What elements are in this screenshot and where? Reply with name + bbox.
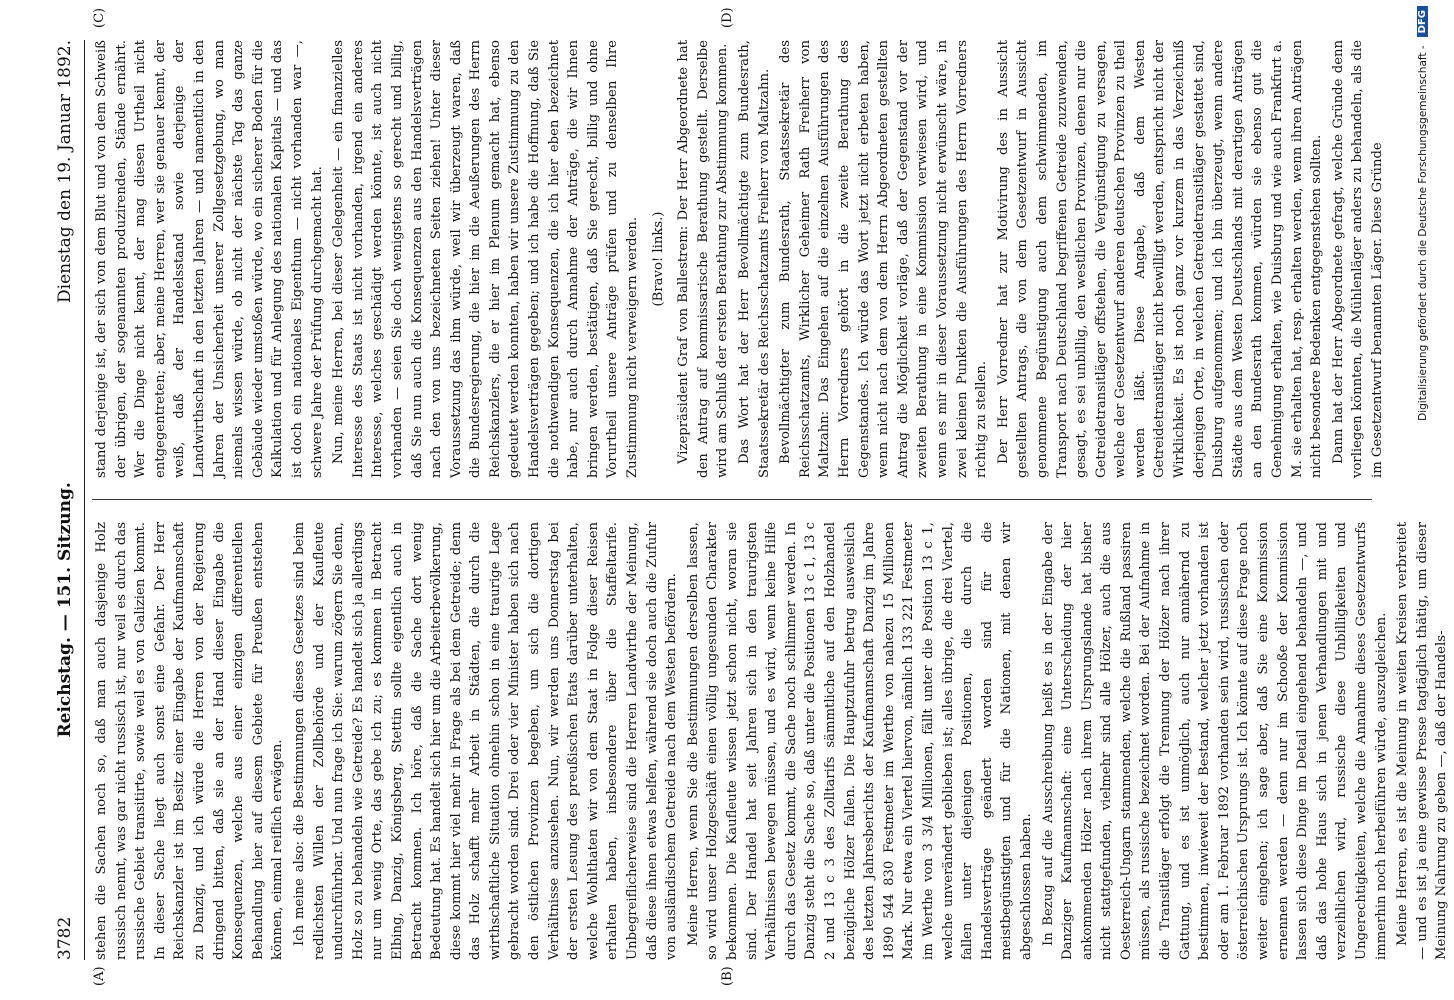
session-date: Dienstag den 19. Januar 1892. — [55, 40, 75, 303]
paragraph: Ich meine also: die Bestimmungen dieses Gesetzes sind beim redlichsten Willen der Zollbehörde und der Kaufleute undurchführbar. Und nun frage ich Sie: warum zögern Sie denn, Holz so zu behandeln wie Getreide? Es handelt sich ja allerdings nur um wenig Orte, das gebe ich zu; es kommen in Betracht Elbing, Danzig, Königsberg, Stettin sollte eigentlich auch in Betracht kommen. Ich höre, daß die Sache dort wenig Bedeutung hat. Es handelt sich hier um die Arbeiterbevölkerung, diese kommt hier viel mehr in Frage als bei dem Getreide; denn das Holz schafft mehr Arbeit in Städten, die durch die wirthschaftliche Situation ohnehin schon in eine traurige Lage gebracht worden sind. Drei oder vier Minister haben sich nach den östlichen Provinzen begeben, um sich die dortigen Verhältnisse anzusehen. Nun, wir werden uns Donnerstag bei der ersten Lesung des preußischen Etats darüber unterhalten, welche Wohlthaten wir von dem Staat in Folge dieser Reisen erhalten haben, insbesondere über die Staffeltarife. Unbegreiflicherweise sind die Herren Landwirthe der Meinung, daß diese ihnen etwas helfen, während sie doch auch die Zufuhr von ausländischem Getreide nach dem Westen befördern. — [291, 522, 680, 960]
margin-mark-c: (C) — [92, 7, 107, 28]
right-column — [92, 40, 1390, 478]
page-number: 3782 — [55, 916, 75, 960]
margin-mark-d: (D) — [720, 7, 735, 28]
paragraph: Bevollmächtigter zum Bundesrath, Staatssekretär des Reichsschatzamts, Wirklicher Geheimer Rath Freiherr von Maltzahn: Das Eingehen auf die einzelnen Ausführungen des Herrn Vorredners gehört in die zweite Berathung des Gegenstandes. Ich würde das Wort jetzt nicht erbeten haben, wenn nicht nach dem von dem Herrn Abgeordneten gestellten Antrag die Möglichkeit vorläge, daß der Gegenstand vor der zweiten Berathung in eine Kommission verwiesen wird, und wenn es mir in dieser Voraussetzung nicht erwünscht wäre, in zwei kleinen Punkten die Ausführungen des Herrn Vorredners richtig zu stellen. — [778, 40, 990, 478]
paragraph: Vizepräsident Graf von Ballestrem: Der Herr Abgeordnete hat den Antrag auf kommissarische Berathung gestellt. Derselbe wird am Schluß der ersten Berathung zur Abstimmung kommen. — [676, 40, 731, 478]
paragraph: In Bezug auf die Ausschreibung heißt es in der Eingabe der Danziger Kaufmannschaft: eine Unterscheidung der hier ankommenden Hölzer nach ihrem Ursprungslande hat bisher nicht stattgefunden, vielmehr sind alle Hölzer, auch die aus Oesterreich-Ungarn stammenden, welche die Rußland passiren müssen, als russische bezeichnet worden. Bei der Aufnahme in die Transitläger erfolgt die Trennung der Hölzer nach ihrer Gattung, und es ist unmöglich, auch nur annähernd zu bestimmen, inwieweit der Bestand, welcher jetzt vorhanden ist oder am 1. Februar 1892 vorhanden sein wird, russischen oder österreichischen Ursprungs ist. Ich könnte auf diese Frage noch weiter eingehen; ich sage aber, daß Sie eine Kommission ernennen werden — denn nur im Schooße der Kommission lassen sich diese Dinge im Detail eingehend behandeln —, und daß das hohe Haus sich in jenen Verhandlungen mit und verzeihlichen wird, russische diese Unbilligkeiten und Ungerechtigkeiten, welche die Annahme dieses Gesetzentwurfs immerhin noch herbeiführen würde, auszugleichen. — [1040, 522, 1389, 960]
margin-mark-a: (A) — [92, 966, 107, 986]
paragraph: Dann hat der Herr Abgeordnete gefragt, welche Gründe denn vorliegen könnten, die Mühlenläger anders zu behandeln, als die im Gesetzentwurf benannten Läger. Diese Gründe — [1330, 40, 1385, 478]
margin-mark-b: (B) — [720, 966, 735, 986]
paragraph: stand derjenige ist, der sich von dem Blut und von dem Schweiß der übrigen, der sogenannten produzirenden, Stände ernährt. Wer die Dinge nicht kennt, der mag diesen Urtheil nicht entgegentreten; aber, meine Herren, wer sie genauer kennt, der weiß, daß der Handelsstand sowie derjenige der Landwirthschaft in den letzten Jahren — und namentlich in den Jahren der Unsicherheit unserer Zollgesetzgebung, wo man niemals wissen würde, ob nicht der nächste Tag das ganze Gebäude wieder umstoßen würde, wo ein sicherer Boden für die Kalkulation und für Anlegung des nationalen Kapitals — und das ist doch ein nationales Eigenthum — nicht vorhanden war —, schwere Jahre der Prüfung durchgemacht hat. — [94, 40, 325, 478]
applause-note: (Bravo! links.) — [650, 211, 666, 307]
column-divider — [92, 499, 1372, 500]
dfg-notice — [1413, 0, 1432, 1000]
page-header — [50, 40, 85, 960]
dfg-logo: DFG — [1417, 6, 1428, 37]
paragraph: Das Wort hat der Herr Bevollmächtigte zum Bundesrath, Staatssekretär des Reichsschatzamts Freiherr von Maltzahn. — [737, 40, 772, 478]
paragraph: Meine Herren, es ist die Meinung in weiten Kreisen verbreitet — und es ist ja eine gewisse Presse tagtäglich thätig, um dieser Meinung Nahrung zu geben —, daß der Handels- — [1395, 522, 1450, 960]
left-column — [92, 522, 1454, 960]
dfg-notice-strip — [1413, 0, 1432, 1000]
session-title: Reichstag. — 151. Sitzung. — [55, 482, 75, 738]
paragraph: Der Herr Vorredner hat zur Motivirung des in Aussicht gestellten Antrags, die von dem Gesetzentwurf in Aussicht genommene Begünstigung auch dem schwimmenden, im Transport nach Deutschland begriffenen Getreide zuzuwenden, gesagt, es sei unbillig, den westlichen Provinzen, denen nur die Getreidetransitläger offstehen, die Vergünstigung zu versagen, welche der Gesetzentwurf anderen deutschen Provinzen zu theil werden läßt. Diese Angabe, daß dem Westen Getreidetransitläger nicht bewilligt werden, entspricht nicht der Wirklichkeit. Es ist noch ganz vor kurzem in das Verzeichniß derjenigen Orte, in welchen Getreidetransitläger gestattet sind, Duisburg aufgenommen; und ich bin überzeugt, wenn andere Städte aus dem Westen Deutschlands mit derartigen Anträgen an den Bundesrath kommen, würden sie ebenso gut die Genehmigung erhalten, wie Duisburg und wie auch Frankfurt a. M. sie erhalten hat, resp. erhalten werden, wenn ihren Anträgen nicht besondere Bedenken entgegenstehen sollten. — [995, 40, 1325, 478]
paragraph: stehen die Sachen noch so, daß man auch dasjenige Holz russisch nennt, was gar nicht russisch ist, nur weil es durch das russische Gebiet transitirte, sowie weil es von Galizien kommt. In dieser Sache liegt auch sonst eine Gefahr. Der Herr Reichskanzler ist im Besitz einer Eingabe der Kaufmannschaft zu Danzig, und ich würde die Herren von der Regierung dringend bitten, daß sie an der Hand dieser Eingabe die Konsequenzen, welche aus einer einzigen differentiellen Behandlung hier auf diesem Gebiete für Preußen entstehen können, einmal reiflich erwägen. — [94, 522, 286, 960]
paragraph: Meine Herren, wenn Sie die Bestimmungen derselben lassen, so wird unser Holzgeschäft einen völlig ungesunden Charakter bekommen. Die Kaufleute wissen jetzt schon nicht, woran sie sind. Der Handel hat seit Jahren sich in den traurigsten Verhältnissen bewegen müssen, und es wird, wenn keine Hilfe durch das Gesetz kommt, die Sache noch schlimmer werden. In Danzig steht die Sache so, daß unter die Positionen 13 c 1, 13 c 2 und 13 c 3 des Zolltarifs sämmtliche auf den Holzhandel bezügliche Hölzer fallen. Die Hauptzufuhr betrug ausweislich des letzten Jahresberichts der Kaufmannschaft Danzig im Jahre 1890 544 830 Festmeter im Werthe von nahezu 15 Millionen Mark. Nur etwa ein Viertel hiervon, nämlich 133 221 Festmeter im Werthe von 3 3/4 Millionen, fällt unter die Position 13 c 1, welche unverändert geblieben ist; alles übrige, die drei Viertel, fallen unter diejenigen Positionen, die durch die Handelsverträge geändert worden sind für die meistbegünstigten und für die Nationen, mit denen wir abgeschlossen haben. — [685, 522, 1034, 960]
dfg-notice-text: Digitalisierung gefördert durch die Deutsche Forschungsgemeinschaft - — [1416, 45, 1429, 421]
paragraph: Nun, meine Herren, bei dieser Gelegenheit — ein finanzielles Interesse des Staats ist nicht vorhanden, irgend ein anderes Interesse, welches geschädigt werden könnte, ist auch nicht vorhanden — seien Sie doch wenigstens so gerecht und billig, daß Sie nun auch die Konsequenzen aus den Handelsverträgen nach den von uns bezeichneten Seiten ziehen! Unter dieser Voraussetzung das ihm würde, weil wir überzeugt waren, daß die Bundesregierung, die hier im die Aeußerungen des Herrn Reichskanzlers, die er hier im Plenum gemacht hat, ebenso gedeutet werden konnten, haben wir unsere Zustimmung zu den Handelsverträgen gegeben; und ich habe die Hoffnung, daß Sie die nothwendigen Konsequenzen, die ich hier eben bezeichnet habe, nur auch durch Annahme der Anträge, die wir Ihnen bringen werden, bestätigen, daß Sie gerecht, billig und ohne Vorurtheil unsere Anträge prüfen und zu denselben Ihre Zustimmung nicht verweigern werden. — [331, 40, 641, 478]
